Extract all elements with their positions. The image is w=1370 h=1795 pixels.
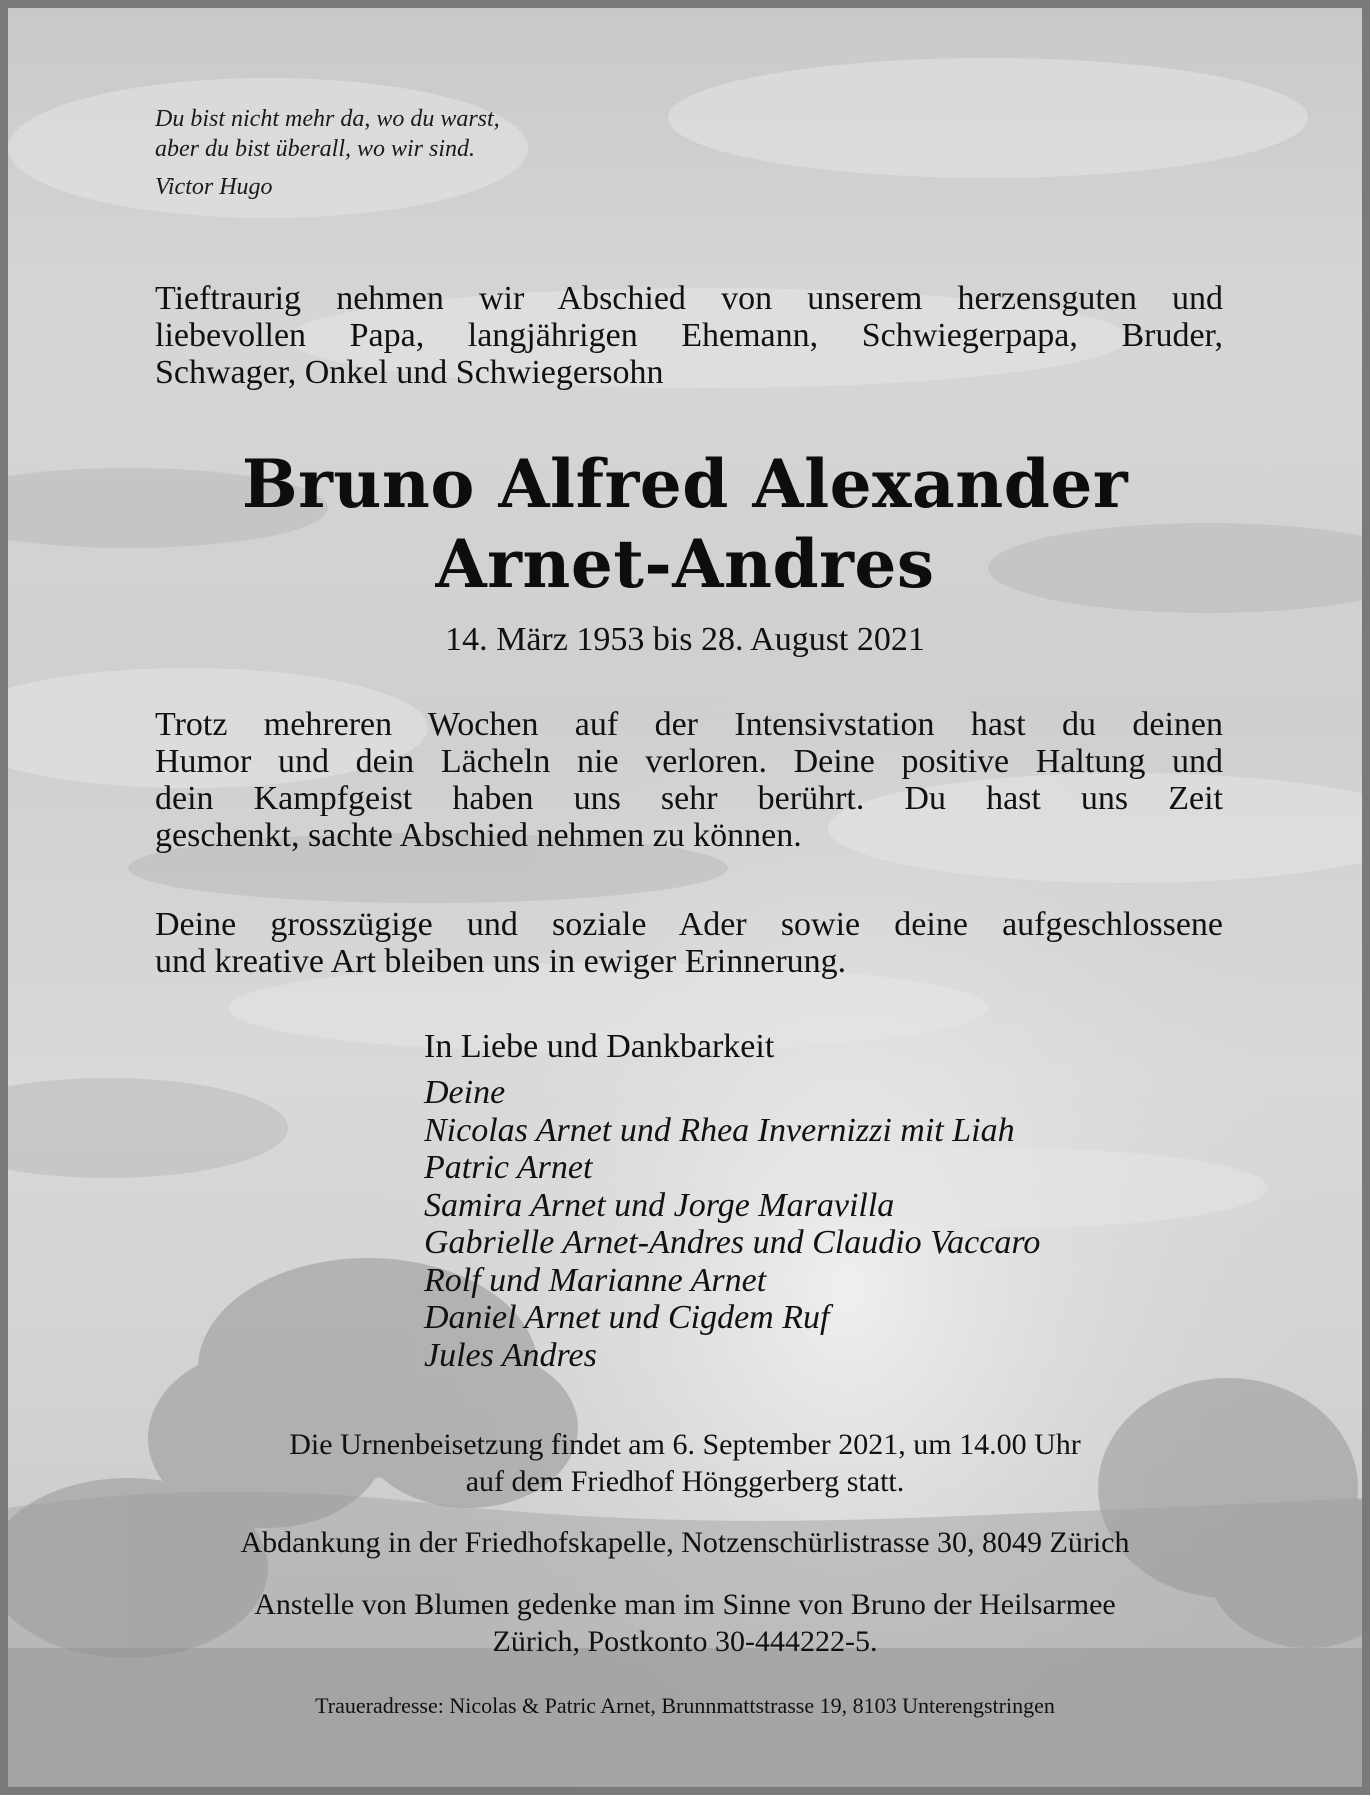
signer-line: Rolf und Marianne Arnet: [424, 1261, 767, 1299]
intro-line: Tieftraurig nehmen wir Abschied von unserem herzensguten und: [155, 280, 1223, 317]
obituary-page: [8, 8, 1362, 1787]
tribute-line: Humor und dein Lächeln nie verloren. Deine positive Haltung und: [155, 743, 1223, 780]
donation-info: [8, 1586, 1362, 1660]
name-line: Bruno Alfred Alexander: [241, 445, 1129, 523]
donation-line: Zürich, Postkonto 30-444222-5.: [492, 1625, 878, 1658]
quote-author: Victor Hugo: [155, 174, 273, 200]
memory-line: und kreative Art bleiben uns in ewiger Erinnerung.: [155, 943, 847, 980]
name-line: Arnet-Andres: [435, 525, 935, 603]
closing-phrase: In Liebe und Dankbarkeit: [424, 1028, 775, 1065]
ceremony-line: Die Urnenbeisetzung findet am 6. September 2021, um 14.00 Uhr: [289, 1428, 1081, 1461]
quote-line: aber du bist überall, wo wir sind.: [155, 136, 476, 162]
quote-line: Du bist nicht mehr da, wo du warst,: [155, 106, 500, 132]
signer-line: Gabrielle Arnet-Andres und Claudio Vaccaro: [424, 1224, 1041, 1261]
tribute-line: dein Kampfgeist haben uns sehr berührt. Du hast uns Zeit: [155, 780, 1223, 817]
signer-line: Nicolas Arnet und Rhea Invernizzi mit Liah: [424, 1111, 1015, 1149]
donation-line: Anstelle von Blumen gedenke man im Sinne von Bruno der Heilsarmee: [254, 1588, 1116, 1621]
signer-line: Samira Arnet und Jorge Maravilla: [424, 1186, 895, 1224]
intro-line: liebevollen Papa, langjährigen Ehemann, Schwiegerpapa, Bruder,: [155, 317, 1223, 354]
obituary-content: [8, 8, 1362, 1787]
tribute-line: Trotz mehreren Wochen auf der Intensivstation hast du deinen: [155, 706, 1223, 743]
service-line: Abdankung in der Friedhofskapelle, Notzenschürlistrasse 30, 8049 Zürich: [240, 1526, 1130, 1559]
memory-line: Deine grosszügige und soziale Ader sowie deine aufgeschlossene: [155, 906, 1223, 943]
intro-paragraph: [155, 280, 1223, 391]
signer-line: Jules Andres: [424, 1336, 597, 1374]
tribute-line: geschenkt, sachte Abschied nehmen zu können.: [155, 817, 802, 854]
ceremony-line: auf dem Friedhof Hönggerberg statt.: [465, 1465, 905, 1498]
intro-line: Schwager, Onkel und Schwiegersohn: [155, 354, 664, 391]
mourning-address: Traueradresse: Nicolas & Patric Arnet, Brunnmattstrasse 19, 8103 Unterengstringen: [315, 1693, 1055, 1718]
service-info: [8, 1524, 1362, 1561]
ceremony-info: [8, 1426, 1362, 1500]
life-dates: 14. März 1953 bis 28. August 2021: [445, 621, 925, 658]
signer-line: Patric Arnet: [424, 1149, 593, 1186]
signer-line: Deine: [424, 1074, 506, 1111]
epigraph-quote: [155, 104, 500, 202]
memory-paragraph: [155, 906, 1223, 980]
deceased-name: [8, 444, 1362, 604]
signer-line: Daniel Arnet und Cigdem Ruf: [424, 1299, 830, 1336]
signers-list: [424, 1074, 1040, 1374]
tribute-paragraph: [155, 706, 1223, 854]
